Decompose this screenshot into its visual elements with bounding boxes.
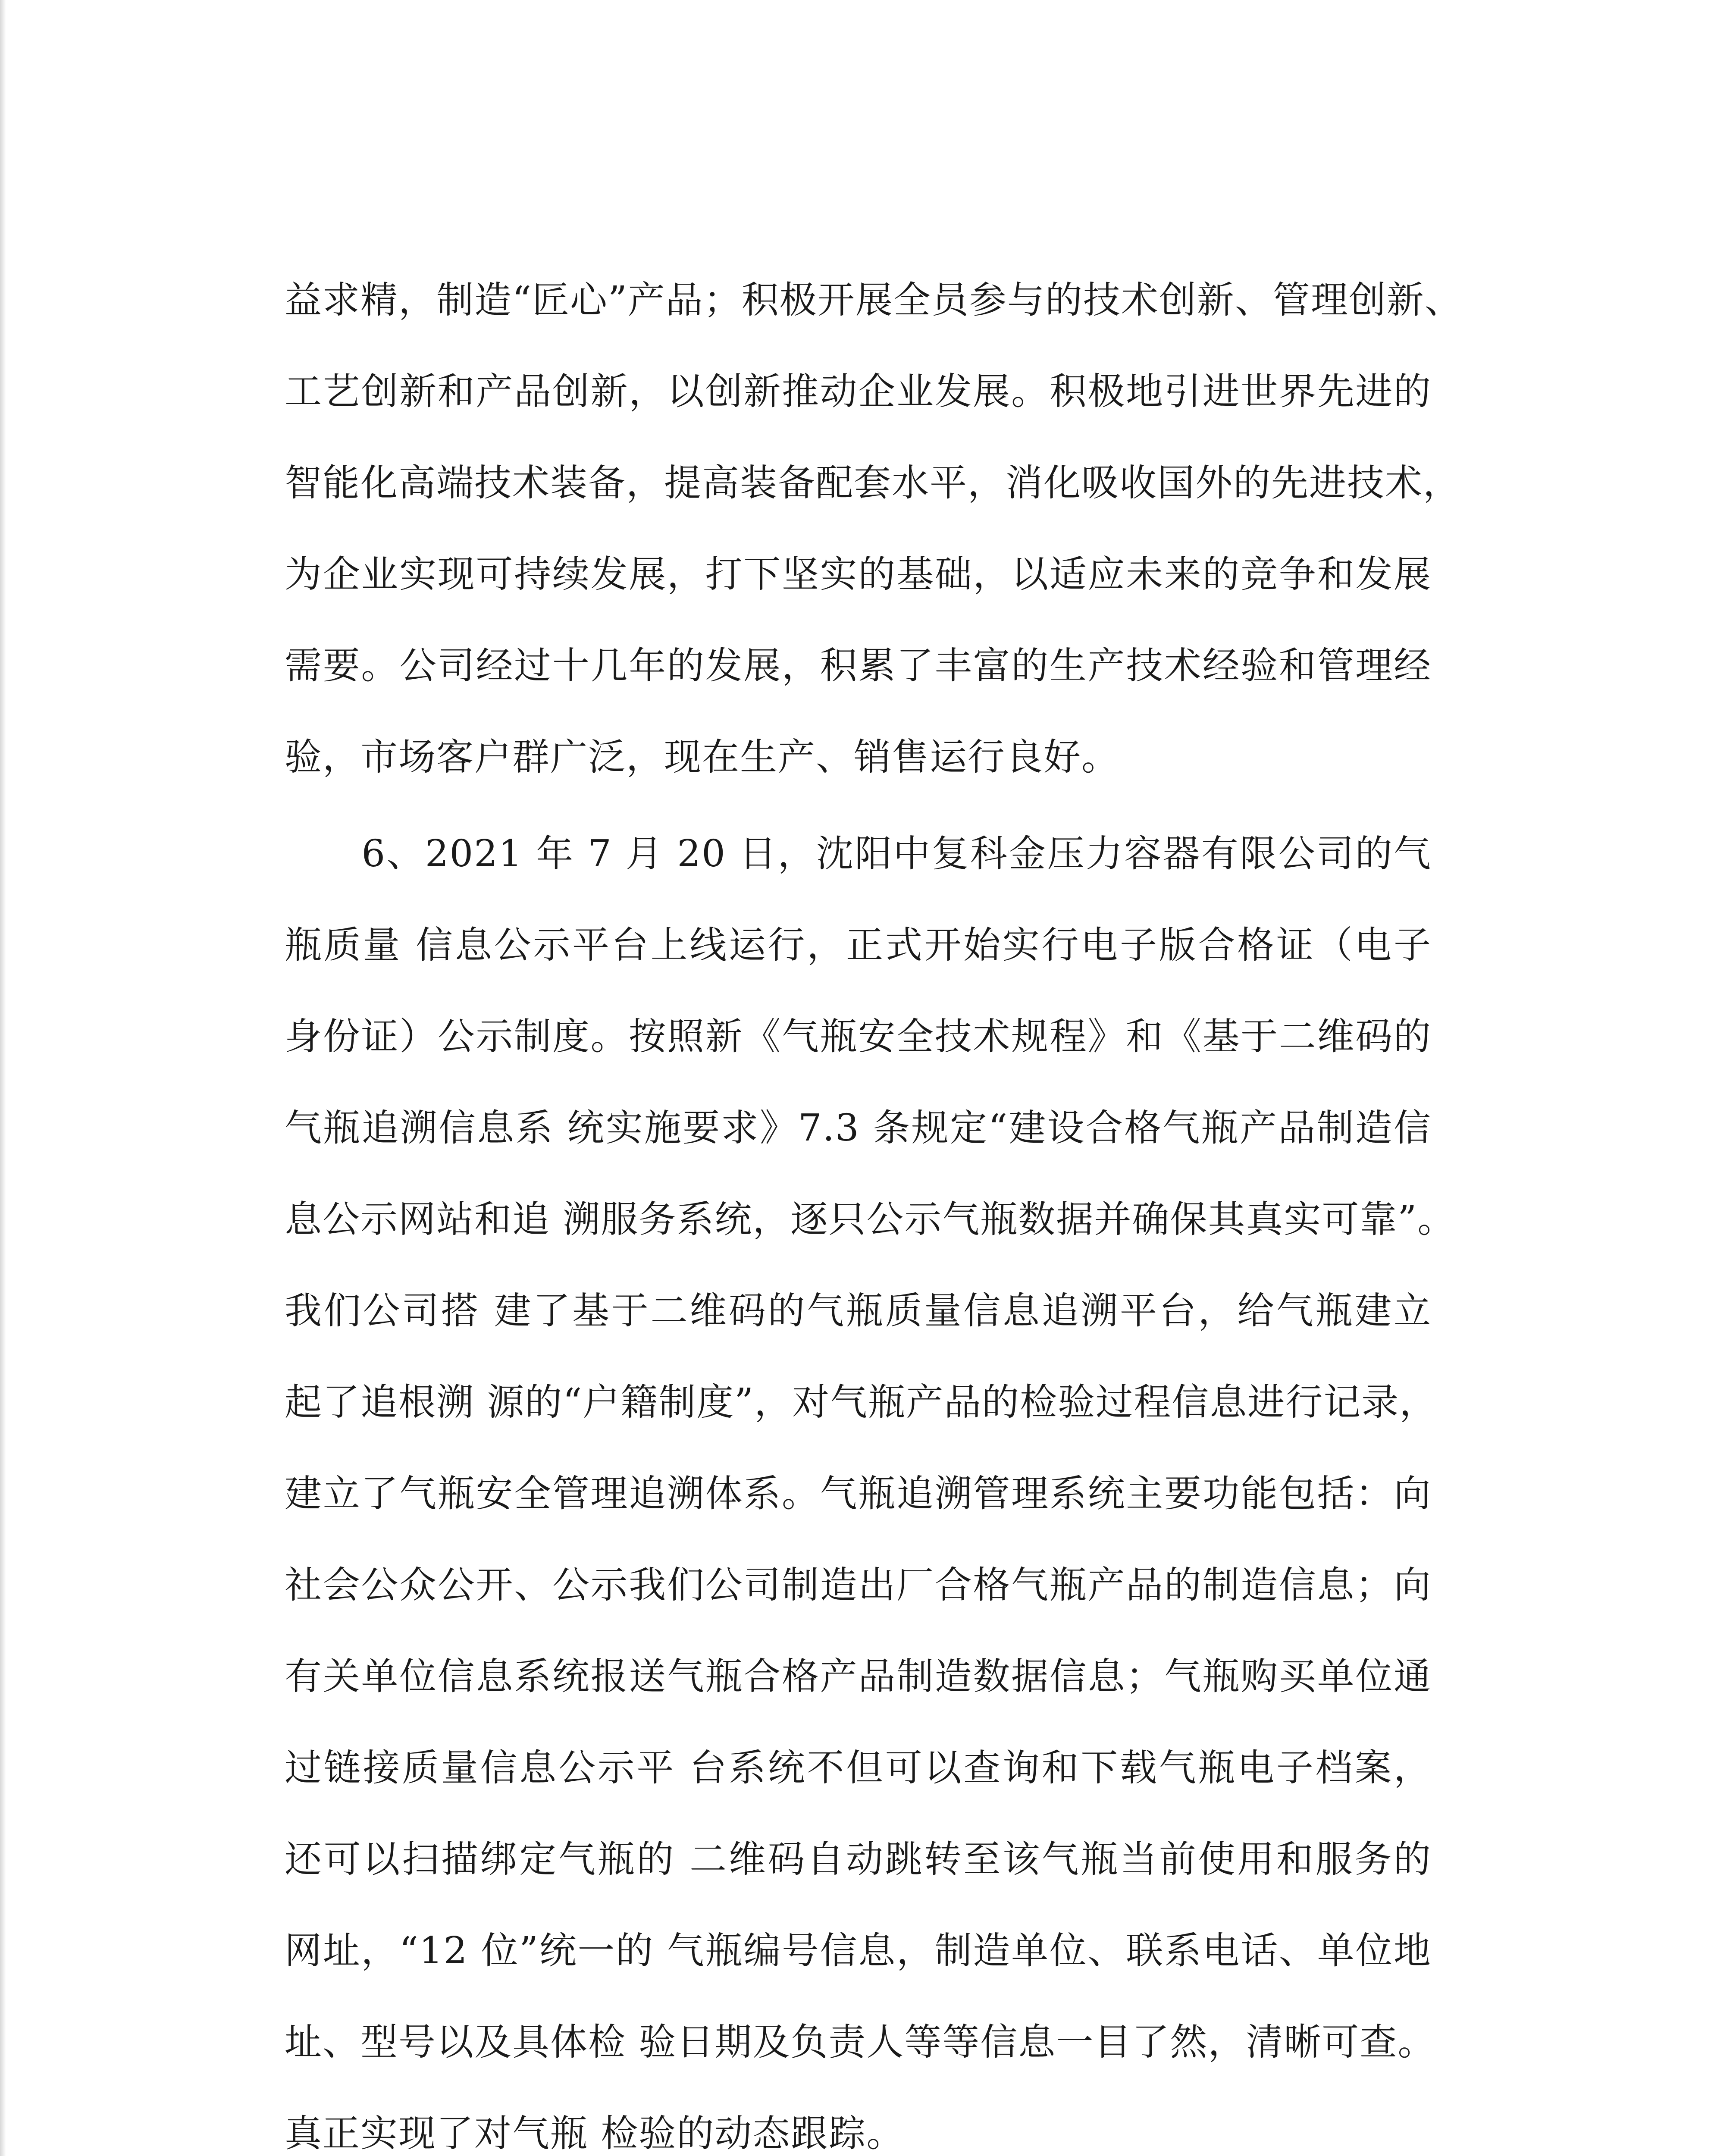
- text-line: 过链接质量信息公示平 台系统不但可以查询和下载气瓶电子档案，: [285, 1746, 1432, 1789]
- text-line: 社会公众公开、公示我们公司制造出厂合格气瓶产品的制造信息；向: [285, 1564, 1432, 1607]
- paragraph-1: [285, 254, 1463, 803]
- text-line: 瓶质量 信息公示平台上线运行，正式开始实行电子版合格证（电子: [285, 924, 1432, 967]
- text-line: 真正实现了对气瓶 检验的动态跟踪。: [285, 2112, 905, 2155]
- text-line: 建立了气瓶安全管理追溯体系。气瓶追溯管理系统主要功能包括：向: [285, 1472, 1432, 1515]
- text-line: 息公示网站和追 溯服务系统，逐只公示气瓶数据并确保其真实可靠”。: [285, 1198, 1456, 1241]
- text-line: 址、型号以及具体检 验日期及负责人等等信息一目了然，清晰可查。: [285, 2021, 1436, 2064]
- document-body: [285, 254, 1463, 2156]
- text-line: 工艺创新和产品创新，以创新推动企业发展。积极地引进世界先进的: [285, 370, 1432, 413]
- text-line: 智能化高端技术装备，提高装备配套水平，消化吸收国外的先进技术，: [285, 461, 1461, 505]
- text-line: 网址，“12 位”统一的 气瓶编号信息，制造单位、联系电话、单位地: [285, 1929, 1432, 1972]
- text-line: 验，市场客户群广泛，现在生产、销售运行良好。: [285, 736, 1119, 779]
- text-line: 有关单位信息系统报送气瓶合格产品制造数据信息；气瓶购买单位通: [285, 1655, 1432, 1698]
- text-line: 需要。公司经过十几年的发展，积累了丰富的生产技术经验和管理经: [285, 644, 1432, 687]
- text-line: 我们公司搭 建了基于二维码的气瓶质量信息追溯平台，给气瓶建立: [285, 1289, 1432, 1332]
- text-line: 气瓶追溯信息系 统实施要求》7.3 条规定“建设合格气瓶产品制造信: [285, 1106, 1432, 1150]
- scan-edge-shadow: [0, 0, 6, 2156]
- text-line: 6、2021 年 7 月 20 日，沈阳中复科金压力容器有限公司的气: [285, 832, 1432, 875]
- paragraph-2: [285, 808, 1456, 2156]
- text-line: 起了追根溯 源的“户籍制度”，对气瓶产品的检验过程信息进行记录，: [285, 1381, 1438, 1424]
- text-line: 身份证）公示制度。按照新《气瓶安全技术规程》和《基于二维码的: [285, 1015, 1432, 1058]
- text-line: 为企业实现可持续发展，打下坚实的基础，以适应未来的竞争和发展: [285, 553, 1432, 596]
- text-line: 还可以扫描绑定气瓶的 二维码自动跳转至该气瓶当前使用和服务的: [285, 1838, 1432, 1881]
- text-line: 益求精，制造“匠心”产品；积极开展全员参与的技术创新、管理创新、: [285, 279, 1463, 322]
